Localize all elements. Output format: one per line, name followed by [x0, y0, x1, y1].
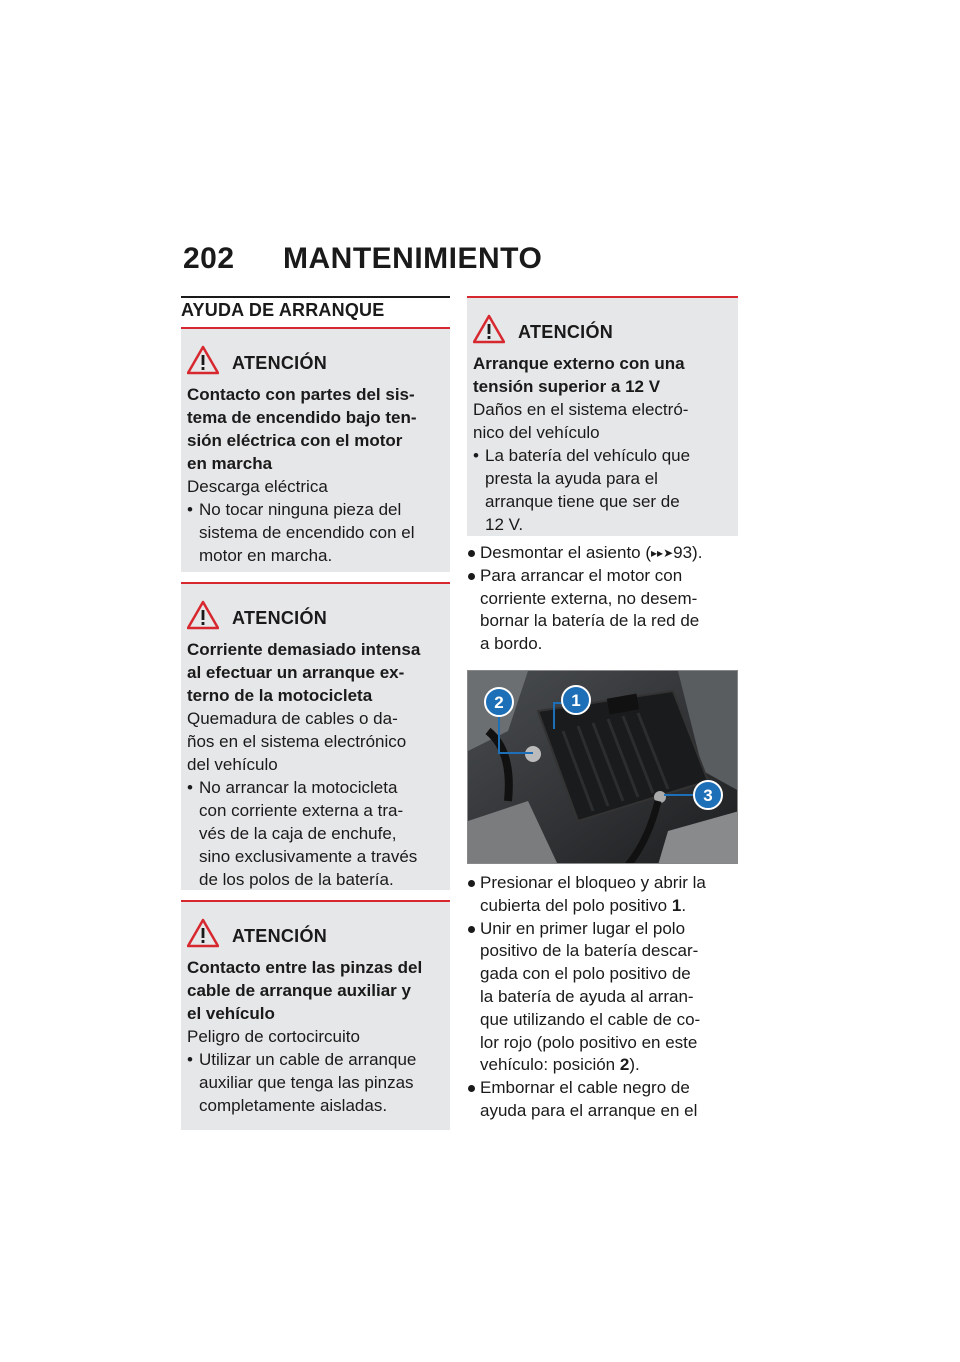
left-column [181, 296, 450, 1130]
consequence-line: Quemadura de cables o da- [187, 709, 398, 728]
step-line: que utilizando el cable de co- [480, 1009, 701, 1029]
bullet-line: sistema de encendido con el [199, 523, 415, 542]
warning-title-line: tensión superior a 12 V [473, 377, 661, 396]
bullet-line: presta la ayuda para el [485, 469, 658, 488]
step-line: Embornar el cable negro de [480, 1078, 690, 1098]
step-connect-positive [467, 918, 738, 1078]
warning-title [187, 383, 444, 475]
step-line: a bordo. [480, 634, 543, 654]
right-column [467, 296, 738, 1123]
bullet-line: auxiliar que tenga las pinzas [199, 1073, 414, 1092]
bullet-line: 12 V. [485, 515, 524, 534]
callout-2 [485, 688, 513, 716]
step-line: Unir en primer lugar el polo [480, 918, 686, 938]
warning-bullet [473, 444, 732, 536]
callout-label-2: 2 [494, 692, 504, 712]
bullet-line: • Utilizar un cable de arranque [199, 1050, 417, 1069]
warning-title-line: en marcha [187, 454, 273, 473]
consequence-line: del vehículo [187, 755, 278, 774]
step-line: ayuda para el arranque en el [480, 1100, 698, 1120]
warning-title-line: Contacto con partes del sis- [187, 385, 415, 404]
warning-title-line: cable de arranque auxiliar y [187, 981, 411, 1000]
warning-bullet [187, 1048, 444, 1117]
warning-consequence: Descarga eléctrica [187, 477, 328, 496]
warning-triangle-icon [473, 314, 505, 344]
step-text: Desmontar el asiento ( [480, 543, 652, 562]
step-line: gada con el polo positivo de [480, 964, 691, 984]
warning-box-3 [181, 900, 450, 1130]
warning-triangle-icon [187, 345, 219, 375]
warning-consequence [473, 398, 732, 444]
step-remove-seat [467, 542, 738, 565]
consequence-line: ños en el sistema electrónico [187, 732, 407, 751]
warning-title-line: tema de encendido bajo ten- [187, 408, 417, 427]
warning-bullet [187, 776, 444, 891]
warning-title [187, 956, 444, 1025]
bullet-line: • No tocar ninguna pieza del [199, 500, 402, 519]
bullet-line: con corriente externa a tra- [199, 801, 404, 820]
step-line [480, 1054, 738, 1077]
position-ref: 1 [671, 895, 682, 915]
step-line: lor rojo (polo positivo en este [480, 1032, 698, 1052]
bullet-line: sino exclusivamente a través [199, 847, 418, 866]
step-line: Para arrancar el motor con [480, 565, 683, 585]
battery-photo [467, 670, 738, 864]
consequence-line: nico del vehículo [473, 423, 600, 442]
position-ref: 2 [619, 1055, 630, 1075]
step-text: 93). [673, 543, 703, 562]
page-number: 202 [183, 242, 235, 275]
step-line [480, 895, 738, 918]
warning-title-line: Arranque externo con una [473, 354, 685, 373]
callout-3 [694, 781, 722, 809]
warning-bullet [187, 498, 444, 567]
warning-box-2 [181, 582, 450, 890]
step-text: cubierta del polo positivo [480, 895, 672, 915]
warning-label: ATENCIÓN [232, 926, 328, 946]
step-text: . [681, 895, 687, 915]
warning-title-line: al efectuar un arranque ex- [187, 663, 405, 682]
battery-illustration [468, 671, 738, 864]
step-text: ). [629, 1055, 640, 1075]
section-title: AYUDA DE ARRANQUE [181, 296, 450, 327]
warning-title-line: sión eléctrica con el motor [187, 431, 403, 450]
step-line: corriente externa, no desem- [480, 588, 698, 608]
callout-label-1: 1 [571, 690, 581, 710]
warning-label: ATENCIÓN [232, 608, 328, 628]
bullet-line: de los polos de la batería. [199, 870, 394, 889]
step-open-positive-cover [467, 872, 738, 918]
step-line: positivo de la batería descar- [480, 941, 699, 961]
chapter-title: MANTENIMIENTO [283, 242, 543, 275]
consequence-line: Daños en el sistema electró- [473, 400, 689, 419]
bullet-line: completamente aisladas. [199, 1096, 388, 1115]
warning-title-line: terno de la motocicleta [187, 686, 373, 705]
bullet-line: arranque tiene que ser de [485, 492, 680, 511]
warning-title [187, 638, 444, 707]
warning-label: ATENCIÓN [518, 322, 614, 342]
step-line: Presionar el bloqueo y abrir la [480, 872, 706, 892]
callout-1 [562, 686, 590, 714]
step-keep-battery-connected [467, 565, 738, 656]
bullet-line: motor en marcha. [199, 546, 333, 565]
warning-triangle-icon [187, 918, 219, 948]
warning-box-1 [181, 327, 450, 572]
step-line: la batería de ayuda al arran- [480, 986, 694, 1006]
step-connect-negative [467, 1077, 738, 1123]
warning-triangle-icon [187, 600, 219, 630]
warning-box-4 [467, 296, 738, 536]
bullet-line: • No arrancar la motocicleta [199, 778, 398, 797]
warning-title-line: Corriente demasiado intensa [187, 640, 421, 659]
bullet-line: • La batería del vehículo que [485, 446, 691, 465]
step-text: vehículo: posición [480, 1055, 620, 1075]
warning-label: ATENCIÓN [232, 353, 328, 373]
warning-title-line: el vehículo [187, 1004, 275, 1023]
bullet-line: vés de la caja de enchufe, [199, 824, 397, 843]
warning-consequence: Peligro de cortocircuito [187, 1027, 360, 1046]
page-header [183, 242, 743, 278]
step-line: bornar la batería de la red de [480, 611, 700, 631]
warning-consequence [187, 707, 444, 776]
warning-title-line: Contacto entre las pinzas del [187, 958, 423, 977]
page-reference-arrow-icon[interactable]: ▸▸➤ [651, 546, 674, 560]
callout-label-3: 3 [703, 785, 713, 805]
warning-title [473, 352, 732, 398]
